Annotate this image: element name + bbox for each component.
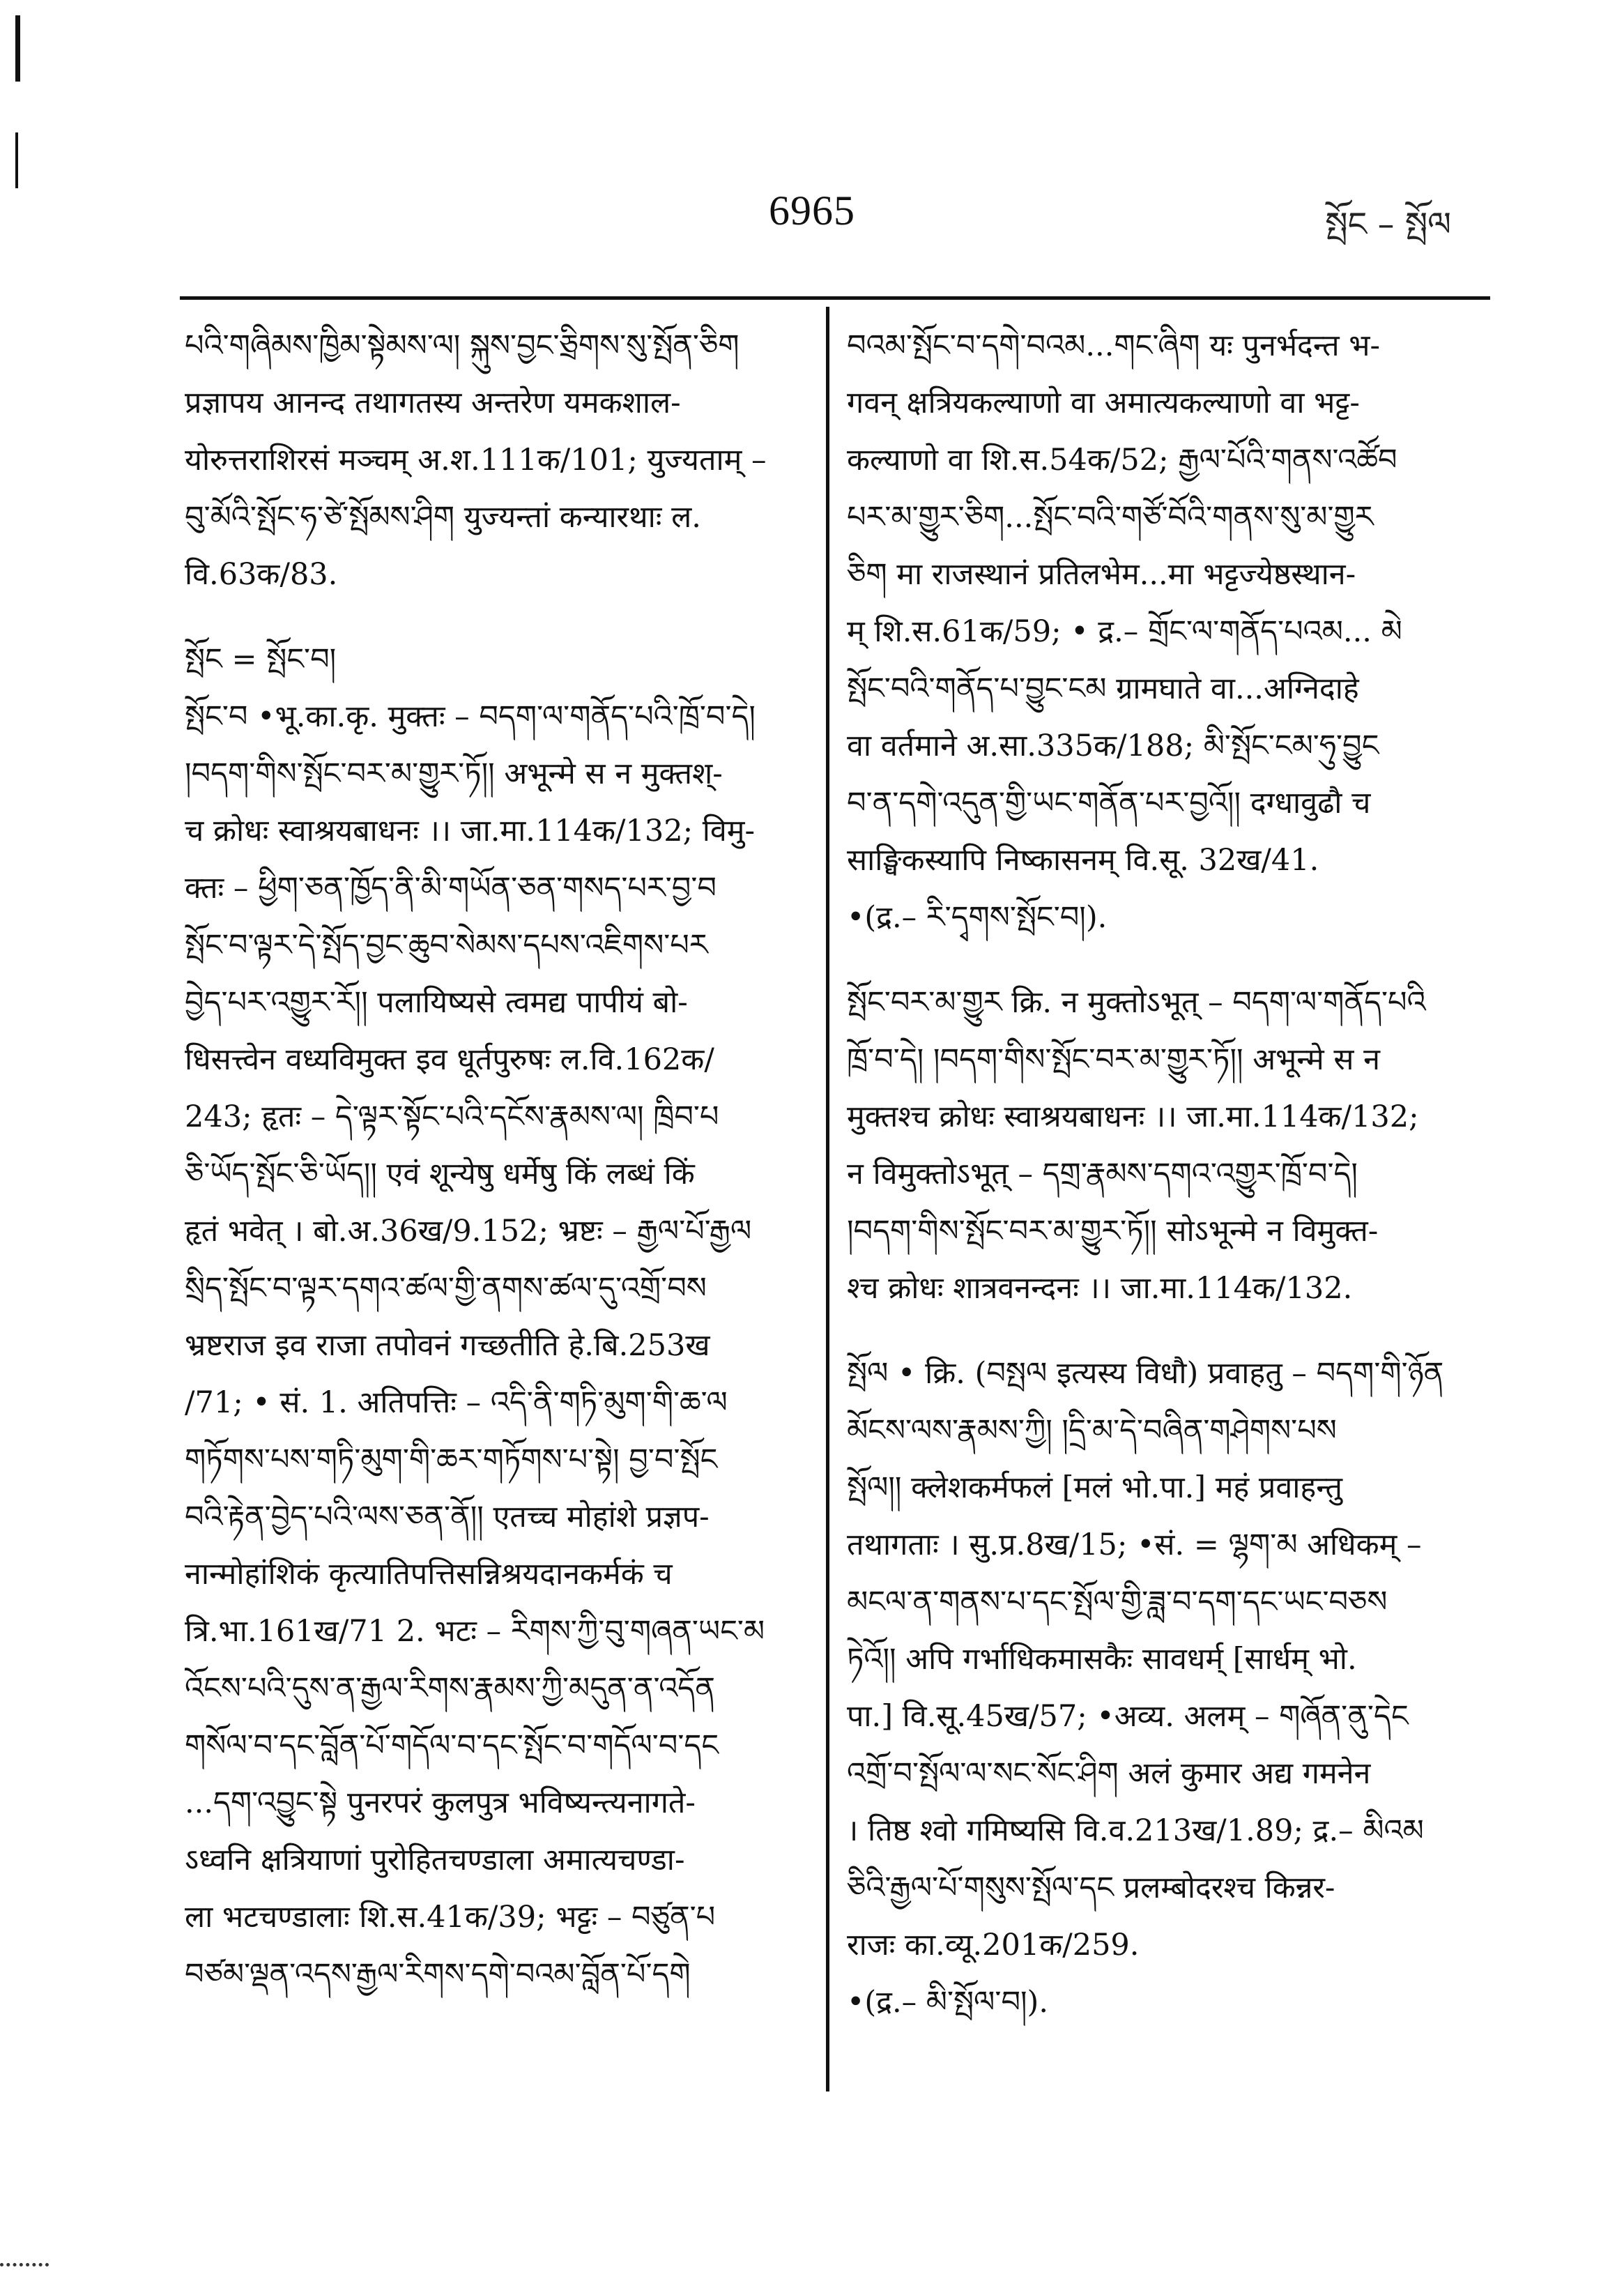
running-head: སྤོང – སྤོལ [1325,205,1451,244]
text-line: བྱེད་པར་འགྱུར་རོ།། पलायिष्यसे त्वमद्य पापीयं बो- [185,985,688,1020]
text-line: मुक्तश्च क्रोधः स्वाश्रयबाधनः ।। जा.मा.114क/132; [847,1099,1419,1134]
text-line: प्रज्ञापय आनन्द तथागतस्य अन्तरेण यमकशाल- [185,386,681,420]
text-line: ཅི་ཡོད་སྤོང་ཅི་ཡོད།། एवं शून्येषु धर्मेषु किं लब्धं किं [185,1157,695,1191]
paragraph-gap [185,603,805,631]
text-line: བའམ་སྤོང་བ་དགེ་བའམ...གང་ཞིག यः पुनर्भदन्त भ- [847,328,1381,363]
header-rule [180,296,1490,300]
text-line: བཙམ་ལྡན་འདས་རྒྱལ་རིགས་དགེ་བའམ་བློན་པོ་དགེ [185,1957,691,1992]
text-line: བ་ན་དགེ་འདུན་གྱི་ཡང་གནོན་པར་བྱའོ།། दग्धावुढौ च [847,786,1371,821]
text-line: •(द्र.– རི་དྭགས་སྤོང་བ།). [847,900,1108,935]
text-line: སྤོལ།། क्लेशकर्मफलं [मलं भो.पा.] महं प्रवाहन्तु [847,1470,1343,1505]
text-line: བུ་མོའི་སྤོང་ཧ་ཙེ་སྤོམས་ཤིག युज्यन्तां कन्यारथाः ल. [185,500,701,535]
text-line: གཏོགས་པས་གཏི་མུག་གི་ཆར་གཏོགས་པ་སྟེ། བྱ་བ་སྤོང [185,1442,718,1477]
text-line: नान्मोहांशिकं कृत्यातिपत्तिसन्निश्रयदानकर्मकं च [185,1557,673,1592]
text-line: त्रि.भा.161ख/71 2. भटः – རིགས་ཀྱི་བུ་གཞན་ཡང་མ [185,1614,765,1649]
text-line: पा.] वि.सू.45ख/57; •अव्य. अलम् – གཞོན་ནུ་དེང [847,1699,1409,1734]
text-line: སྤོང་བར་མ་གྱུར क्रि. न मुक्तोऽभूत् – བདག་ལ་གནོད་པའི [847,985,1426,1020]
text-line: •(द्र.– མི་སྤོལ་བ།). [847,1985,1048,2020]
text-line: །བདག་གིས་སྤོང་བར་མ་གྱུར་ཏོ།། सोऽभून्मे न विमुक्त- [847,1214,1379,1249]
text-line: ཏེའོ།། अपि गर्भाधिकमासकैः सावधर्म् [सार्धम् भो. [847,1642,1357,1677]
text-line: कल्याणो वा शि.स.54क/52; རྒྱལ་པོའི་གནས་འཚོབ [847,443,1397,478]
text-line: योरुत्तराशिरसं मञ्चम् अ.श.111क/101; युज्यताम् – [185,443,767,478]
text-line: गवन् क्षत्रियकल्याणो वा अमात्यकल्याणो वा भट्ट- [847,386,1360,420]
text-line: म् शि.स.61क/59; • द्र.– གྲོང་ལ་གནོད་པའམ... མེ [847,614,1402,649]
column-divider [826,307,829,2091]
text-line: སྤོང་བ •भू.का.कृ. मुक्तः – བདག་ལ་གནོད་པའི་ཁྲོ་བ་དེ། [185,699,756,734]
text-line: भ्रष्टराज इव राजा तपोवनं गच्छतीति हे.बि.253ख [185,1328,710,1363]
text-line: ...དག་འབྱུང་སྟེ पुनरपरं कुलपुत्र भविष्यन्त्यनागते- [185,1785,696,1820]
text-line: སྤོང་བའི་གནོད་པ་བྱུང་ངམ ग्रामघाते वा...अग्निदाहे [847,671,1359,706]
text-line: འོངས་པའི་དུས་ན་རྒྱལ་རིགས་རྣམས་ཀྱི་མདུན་ན་འདོན [185,1671,715,1706]
text-line: སྤོང་བ་ལྟར་དེ་སྤོད་བྱང་ཆུབ་སེམས་དཔས་འཇིགས་པར [185,928,708,963]
text-line: འགྲོ་བ་སྤོལ་ལ་སང་སོང་ཤིག अलं कुमार अद्य गमनेन [847,1756,1371,1791]
text-line: तथागताः । सु.प्र.8ख/15; •सं. = ལྷག་མ अधिकम् – [847,1527,1422,1562]
margin-mark [15,15,20,82]
text-line: སྲིད་སྤོང་བ་ལྟར་དགའ་ཚལ་གྱི་ནགས་ཚལ་དུ་འགྲོ་བས [185,1271,707,1306]
text-line: राजः का.व्यू.201क/259. [847,1928,1140,1963]
paragraph-gap [847,946,1485,974]
text-line: མོངས་ལས་རྣམས་ཀྱི། །དྲི་མ་དེ་བཞིན་གཤེགས་པས [847,1413,1337,1448]
text-line: वा वर्तमाने अ.सा.335क/188; མི་སྤོང་ངམ་ཧུ་བྱུང [847,729,1379,763]
text-line: སྤོང = སྤོང་བ། [185,642,337,677]
left-column [185,317,805,2003]
text-line: साङ्घिकस्यापि निष्कासनम् वि.सू. 32ख/41. [847,843,1319,878]
right-column [847,317,1485,2031]
text-line: བའི་རྟེན་བྱེད་པའི་ལས་ཅན་ནོ།། एतच्च मोहांशे प्रज्ञप- [185,1500,710,1534]
text-line: ཁྲོ་བ་དེ། །བདག་གིས་སྤོང་བར་མ་གྱུར་ཏོ།། अभून्मे स न [847,1042,1380,1077]
text-line: न विमुक्तोऽभूत् – དགྲ་རྣམས་དགའ་འགྱུར་ཁྲོ་བ་དེ། [847,1157,1358,1191]
text-line: ऽध्वनि क्षत्रियाणां पुरोहितचण्डाला अमात्यचण्डा- [185,1843,685,1877]
text-line: ཅིག मा राजस्थानं प्रतिलभेम...मा भट्टज्येष्ठस्थान- [847,557,1356,592]
margin-mark [15,132,18,188]
text-line: པར་མ་གྱུར་ཅིག...སྤོང་བའི་གཙོ་བོའི་གནས་སུ་མ་གྱུར [847,500,1374,535]
text-line: 243; हृतः – དེ་ལྟར་སྟོང་པའི་དངོས་རྣམས་ལ། ཁྲིབ་པ [185,1099,719,1134]
text-line: धिसत्त्वेन वध्यविमुक्त इव धूर्तपुरुषः ल.वि.162क/ [185,1042,714,1077]
text-line: ला भटचण्डालाः शि.स.41क/39; भट्टः – བཙུན་པ [185,1900,716,1935]
text-line: च क्रोधः स्वाश्रयबाधनः ।। जा.मा.114क/132; विमु- [185,814,756,848]
text-line: ཅིའི་རྒྱལ་པོ་གསུས་སྤོལ་དང प्रलम्बोदरश्च किन्नर- [847,1870,1335,1905]
text-line: वि.63क/83. [185,557,338,592]
text-line: སྤོལ • क्रि. (བསྤལ इत्यस्य विधौ) प्रवाहतु – བདག་གི་ཉོན [847,1356,1444,1391]
text-line: གསོལ་བ་དང་བློན་པོ་གདོལ་བ་དང་སྤོང་བ་གདོལ་བ་དང [185,1728,719,1763]
text-line: །བདག་གིས་སྤོང་བར་མ་གྱུར་ཏོ།། अभून्मे स न मुक्तश्- [185,756,723,791]
page-number: 6965 [769,188,855,234]
text-line: क्तः – ཕྱིག་ཅན་ཁྱོད་ནི་མི་གཡོན་ཅན་གསད་པར་བྱ་བ [185,871,717,906]
scan-artifact [0,2259,49,2266]
text-line: श्च क्रोधः शात्रवनन्दनः ।। जा.मा.114क/132. [847,1271,1353,1306]
paragraph-gap [847,1317,1485,1345]
text-line: । तिष्ठ श्वो गमिष्यसि वि.व.213ख/1.89; द्र.– མིའམ [847,1813,1424,1848]
text-line: པའི་གཞིམས་ཁྱིམ་སྟེམས་ལ། སྐུས་བྱང་ཅྲིགས་སུ་སྤོན་ཅིག [185,328,740,363]
text-line: མངལ་ན་གནས་པ་དང་སྤོལ་གྱི་ཟླ་བ་དག་དང་ཡང་བཅས [847,1585,1388,1620]
text-line: हृतं भवेत् । बो.अ.36ख/9.152; भ्रष्टः – རྒྱལ་པོ་རྒྱལ [185,1214,752,1249]
text-line: /71; • सं. 1. अतिपत्तिः – འདི་ནི་གཏི་མུག་གི་ཆ་ལ [185,1385,728,1420]
